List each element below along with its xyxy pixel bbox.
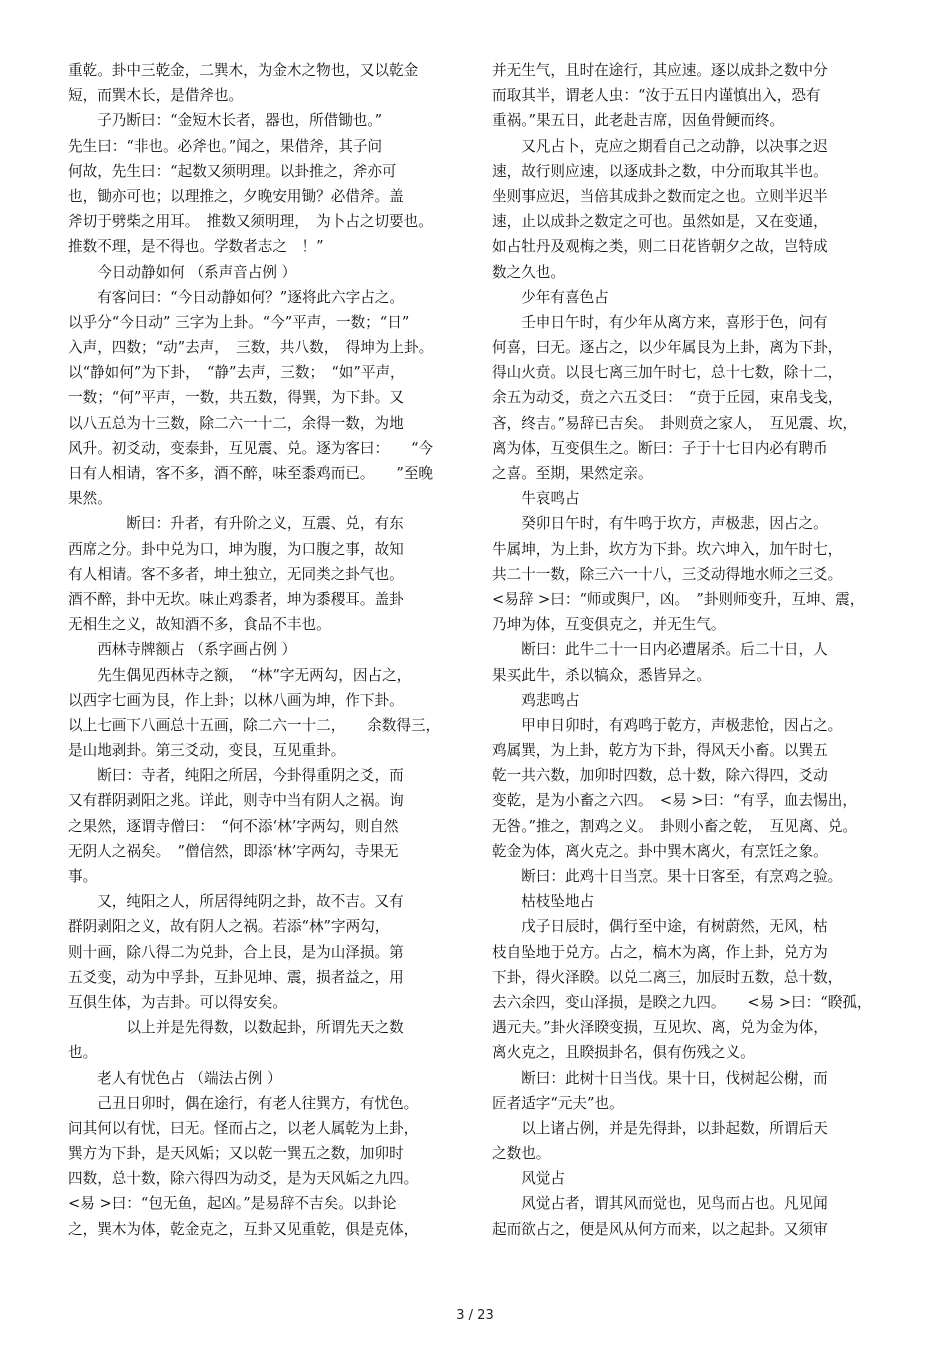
text-line: 问其何以有忧，曰无。怪而占之，以老人属乾为上卦， — [68, 1119, 419, 1137]
text-line: 互俱生体，为吉卦。可以得安矣。 — [68, 993, 287, 1011]
text-line: 五爻变，动为中孚卦，互卦见坤、震，损者益之，用 — [68, 968, 404, 986]
text-line: 老人有忧色占 （端法占例 ） — [68, 1069, 282, 1087]
text-line: 癸卯日午时，有牛鸣于坎方，声极悲，因占之。 — [492, 515, 828, 533]
text-line: 日有人相请，客不多，酒不醉，味至黍鸡而已。 ”至晚 — [68, 465, 434, 482]
text-line: 巽方为下卦，是天风姤；又以乾一巽五之数，加卯时 — [68, 1145, 404, 1163]
text-line: 重祸。”果五日，此老赴吉席，因鱼骨鲠而终。 — [492, 112, 785, 130]
text-line: <易 >曰：“包无鱼，起凶。”是易辞不吉矣。以卦论 — [68, 1195, 397, 1213]
text-line: 又有群阴剥阳之兆。详此，则寺中当有阴人之祸。询 — [68, 792, 404, 810]
text-line: 速，故行则应速，以逐成卦之数，中分而取其半也。 — [492, 162, 828, 180]
text-line: 断曰：升者，有升阶之义，互震、兑，有东 — [68, 515, 404, 533]
text-line: 乾金为体，离火克之。卦中巽木离火，有烹饪之象。 — [492, 842, 828, 860]
text-line: 何喜，曰无。逐占之，以少年属艮为上卦，离为下卦， — [492, 339, 843, 357]
text-line: 群阴剥阳之义，故有阴人之祸。若添“林”字两勾， — [68, 918, 390, 936]
text-line: 之果然，逐谓寺僧曰： “何不添‘林’字两勾，则自然 — [68, 817, 399, 835]
text-line: 也。 — [68, 1044, 98, 1062]
text-line: 推数不理，是不得也。学数者志之 ！” — [68, 238, 324, 256]
text-line: 西林寺牌额占 （系字画占例 ） — [68, 641, 297, 659]
text-line: 果买此牛，杀以犒众，悉皆异之。 — [492, 666, 711, 684]
text-line: <易辞 >曰：“师或舆尸，凶。 ”卦则师变升，互坤、震， — [492, 590, 865, 608]
text-line: 风觉占者，谓其风而觉也，见鸟而占也。凡见闻 — [492, 1195, 828, 1213]
text-line: 又，纯阳之人，所居得纯阴之卦，故不吉。又有 — [68, 893, 404, 911]
text-line: 以八五总为十三数，除二六一十二，余得一数，为地 — [68, 414, 404, 432]
text-line: 短，而巽木长，是借斧也。 — [68, 87, 244, 105]
text-line: 以上并是先得数，以数起卦，所谓先天之数 — [68, 1019, 404, 1037]
text-line: 离为体，互变俱生之。断曰：子于十七日内必有聘币 — [492, 439, 828, 457]
text-line: 以乎分“今日动” 三字为上卦。“今”平声，一数；“日” — [68, 313, 410, 331]
text-line: 少年有喜色占 — [492, 288, 609, 306]
text-line: 速，止以成卦之数定之可也。虽然如是，又在变通， — [492, 213, 828, 231]
text-line: 先生偶见西林寺之额， “林”字无两勾，因占之， — [68, 666, 412, 684]
text-line: 壬申日午时，有少年从离方来，喜形于色，问有 — [492, 313, 828, 331]
text-line: 是山地剥卦。第三爻动，变艮，互见重卦。 — [68, 742, 346, 760]
text-line: 则十画，除八得二为兑卦，合上艮，是为山泽损。第 — [68, 943, 404, 961]
right-text-column — [492, 58, 887, 1242]
text-line: 牛哀鸣占 — [492, 490, 580, 508]
text-line: 又凡占卜，克应之期看自己之动静，以决事之迟 — [492, 137, 828, 155]
text-line: 风升。初爻动，变泰卦，互见震、兑。逐为客曰： “今 — [68, 439, 434, 457]
text-line: 数之久也。 — [492, 263, 565, 281]
text-line: 余五为动爻，贲之六五爻曰： “贲于丘园，束帛戋戋， — [492, 389, 843, 407]
text-line: 入声，四数；“动”去声， 三数，共八数， 得坤为上卦。 — [68, 339, 434, 357]
text-line: 去六余四，变山泽损，是睽之九四。 <易 >曰：“睽孤， — [492, 993, 872, 1011]
text-line: 乃坤为体，互变俱克之，并无生气。 — [492, 616, 726, 634]
text-line: 子乃断曰：“金短木长者，器也，所借锄也。” — [68, 112, 383, 130]
text-line: 断曰：此鸡十日当烹。果十日客至，有烹鸡之验。 — [492, 868, 843, 885]
text-line: 坐则事应迟，当倍其成卦之数而定之也。立则半迟半 — [492, 187, 828, 205]
text-line: 离火克之，且睽损卦名，俱有伤残之义。 — [492, 1044, 755, 1062]
text-line: 酒不醉，卦中无坎。味止鸡黍者，坤为黍稷耳。盖卦 — [68, 590, 404, 608]
text-line: 以西字七画为艮，作上卦；以林八画为坤，作下卦。 — [68, 691, 404, 709]
text-line: 之数也。 — [492, 1145, 551, 1163]
text-line: 共二十一数，除三六一十八，三爻动得地水师之三爻。 — [492, 565, 843, 583]
text-line: 断曰：此树十日当伐。果十日，伐树起公榭，而 — [492, 1069, 828, 1087]
text-line: 遇元夫。”卦火泽睽变损，互见坎、离，兑为金为体， — [492, 1019, 828, 1037]
text-line: 以上七画下八画总十五画，除二六一十二， 余数得三， — [68, 716, 441, 734]
text-line: 之喜。至期，果然定亲。 — [492, 465, 653, 482]
text-line: 匠者适字“元夫”也。 — [492, 1094, 624, 1112]
page-number: 3 / 23 — [456, 1308, 494, 1323]
text-line: 今日动静如何 （系声音占例 ） — [68, 263, 297, 281]
text-line: 之，巽木为体，乾金克之，互卦又见重乾，俱是克体， — [68, 1220, 419, 1238]
text-line: 一数；“何”平声，一数，共五数，得巽，为下卦。又 — [68, 389, 404, 407]
text-line: 戊子日辰时，偶行至中途，有树蔚然，无风，枯 — [492, 918, 828, 936]
text-line: 吝，终吉。”易辞已吉矣。 卦则贲之家人， 互见震、坎， — [492, 414, 858, 432]
text-line: 变乾，是为小畜之六四。 <易 >曰：“有孚，血去惕出， — [492, 792, 857, 810]
text-line: 枝自坠地于兑方。占之，槁木为离，作上卦，兑方为 — [492, 943, 828, 961]
text-line: 甲申日卯时，有鸡鸣于乾方，声极悲怆，因占之。 — [492, 716, 843, 734]
text-line: 有客问曰：“今日动静如何？”逐将此六字占之。 — [68, 288, 404, 306]
left-text-column — [68, 58, 463, 1242]
text-line: 无相生之义，故知酒不多，食品不丰也。 — [68, 616, 331, 634]
text-line: 风觉占 — [492, 1170, 565, 1188]
text-line: 四数，总十数，除六得四为动爻，是为天风姤之九四。 — [68, 1170, 419, 1188]
text-line: 重乾。卦中三乾金，二巽木，为金木之物也，又以乾金 — [68, 62, 419, 79]
text-line: 西席之分。卦中兑为口，坤为腹，为口腹之事，故知 — [68, 540, 404, 558]
text-line: 断曰：此牛二十一日内必遭屠杀。后二十日，人 — [492, 641, 828, 659]
text-line: 下卦，得火泽睽。以兑二离三，加辰时五数，总十数， — [492, 968, 843, 986]
text-line: 有人相请。客不多者，坤土独立，无同类之卦气也。 — [68, 565, 404, 583]
text-line: 先生曰：“非也。必斧也。”闻之，果借斧，其子问 — [68, 137, 383, 155]
text-line: 并无生气，且时在途行，其应速。逐以成卦之数中分 — [492, 62, 828, 79]
text-line: 无咎。”推之，割鸡之义。 卦则小畜之乾， 互见离、兑。 — [492, 817, 858, 835]
text-line: 斧切于劈柴之用耳。 推数又须明理， 为卜占之切要也。 — [68, 213, 433, 231]
text-line: 以上诸占例，并是先得卦，以卦起数，所谓后天 — [492, 1119, 828, 1137]
text-line: 乾一共六数，加卯时四数，总十数，除六得四，爻动 — [492, 767, 828, 785]
text-line: 如占牡丹及观梅之类，则二日花皆朝夕之故，岂特成 — [492, 238, 828, 256]
text-line: 断曰：寺者，纯阳之所居，今卦得重阴之爻，而 — [68, 767, 404, 785]
text-line: 牛属坤，为上卦，坎方为下卦。坎六坤入，加午时七， — [492, 540, 843, 558]
text-line: 枯枝坠地占 — [492, 893, 595, 911]
text-line: 也，锄亦可也；以理推之，夕晚安用锄？必借斧。盖 — [68, 187, 404, 205]
text-line: 而取其半，谓老人虫：“汝于五日内谨慎出入，恐有 — [492, 87, 821, 105]
text-line: 起而欲占之，便是风从何方而来，以之起卦。又须审 — [492, 1220, 828, 1238]
text-line: 事。 — [68, 868, 98, 885]
text-line: 己丑日卯时，偶在途行，有老人往巽方，有忧色。 — [68, 1094, 419, 1112]
text-line: 鸡属巽，为上卦，乾方为下卦，得风天小畜。以巽五 — [492, 742, 828, 760]
text-line: 无阴人之祸矣。 ”僧信然，即添‘林’字两勾，寺果无 — [68, 842, 399, 860]
text-line: 鸡悲鸣占 — [492, 691, 580, 709]
text-line: 以“静如何”为下卦， “静”去声，三数； “如”平声， — [68, 364, 405, 382]
text-line: 得山火贲。以艮七离三加午时七，总十七数，除十二， — [492, 364, 843, 382]
text-line: 何故，先生曰：“起数又须明理。以卦推之，斧亦可 — [68, 162, 397, 180]
text-line: 果然。 — [68, 490, 112, 508]
